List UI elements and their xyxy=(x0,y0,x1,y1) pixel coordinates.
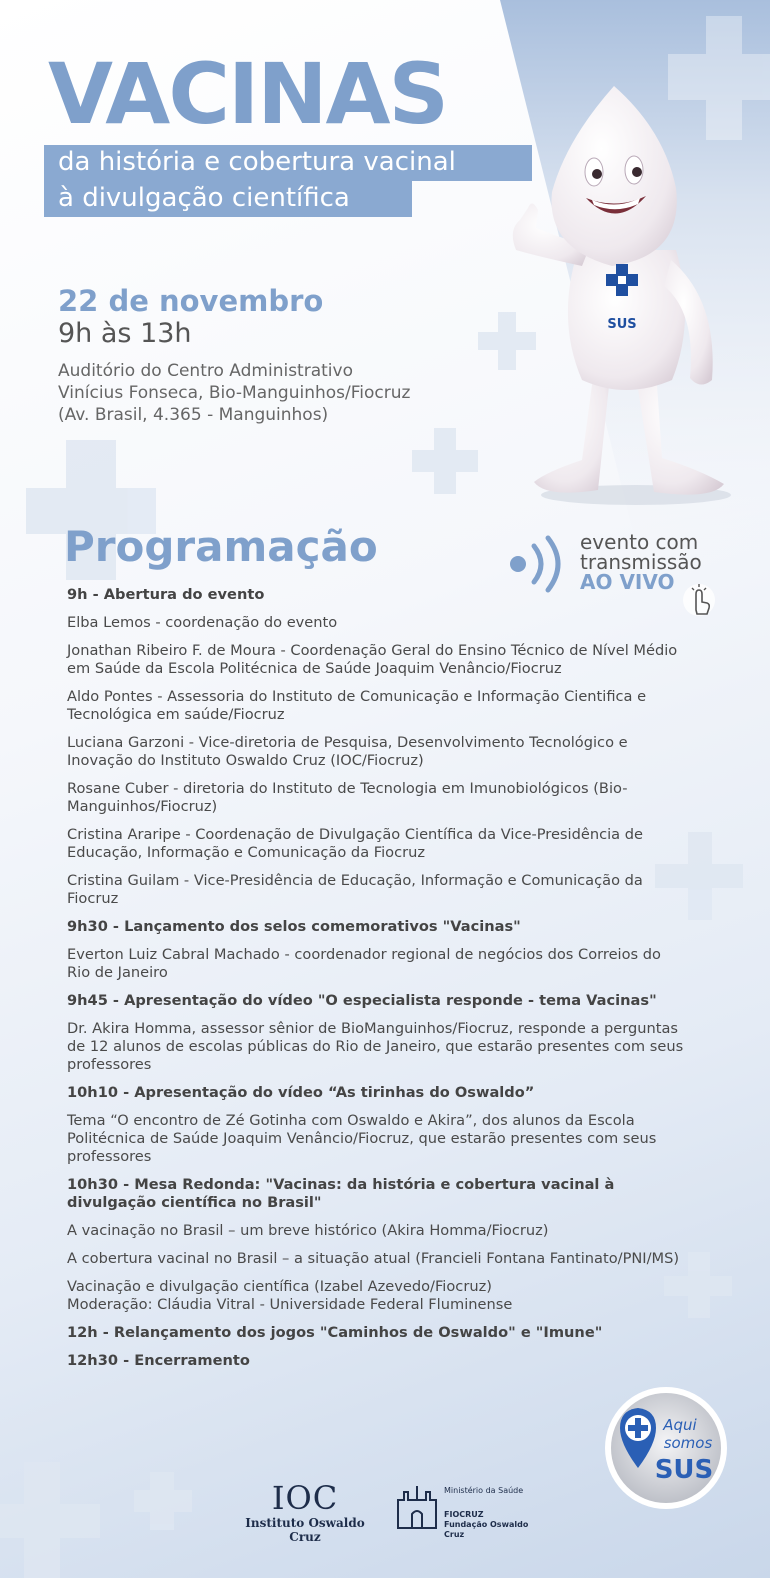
subtitle-line-2: à divulgação científica xyxy=(44,181,412,217)
program-entry: Rosane Cuber - diretoria do Instituto de Tecnologia em Imunobiológicos (Bio-Manguinhos/Fiocruz) xyxy=(67,780,628,815)
program-session-heading: 10h30 - Mesa Redonda: "Vacinas: da história e cobertura vacinal à divulgação científica no Brasil" xyxy=(67,1176,615,1211)
aqui-somos-sus-badge xyxy=(604,1386,728,1510)
event-venue xyxy=(58,360,410,426)
ioc-logo xyxy=(230,1480,380,1544)
program-session-heading: 9h - Abertura do evento xyxy=(67,586,265,603)
program-entry: Cristina Araripe - Coordenação de Divulgação Científica da Vice-Presidência de Educação, Informação e Comunicação da Fiocruz xyxy=(67,826,643,861)
fiocruz-text xyxy=(444,1510,546,1540)
program-entry: A cobertura vacinal no Brasil – a situação atual (Francieli Fontana Fantinato/PNI/MS) xyxy=(67,1250,680,1267)
program-entry: A vacinação no Brasil – um breve histórico (Akira Homma/Fiocruz) xyxy=(67,1222,549,1239)
program-title: Programação xyxy=(64,522,378,571)
venue-line: (Av. Brasil, 4.365 - Manguinhos) xyxy=(58,405,329,425)
live-line-highlight: AO VIVO xyxy=(580,570,675,594)
event-time: 9h às 13h xyxy=(58,318,192,349)
program-entry: Tema “O encontro de Zé Gotinha com Oswaldo e Akira”, dos alunos da Escola Politécnica de Saúde Joaquim Venâncio/Fiocruz, que estarão presentes com seus professores xyxy=(67,1112,657,1165)
program-session-heading: 9h30 - Lançamento dos selos comemorativos "Vacinas" xyxy=(67,918,521,935)
program-session-heading: 9h45 - Apresentação do vídeo "O especialista responde - tema Vacinas" xyxy=(67,992,657,1009)
fiocruz-name: Fundação Oswaldo Cruz xyxy=(444,1520,529,1539)
program-list xyxy=(67,586,687,1380)
program-entry: Jonathan Ribeiro F. de Moura - Coordenação Geral do Ensino Técnico de Nível Médio em Saúde da Escola Politécnica de Saúde Joaquim Venâncio/Fiocruz xyxy=(67,642,678,677)
event-date: 22 de novembro xyxy=(58,284,324,318)
broadcast-icon xyxy=(506,534,576,594)
fiocruz-castle-icon xyxy=(396,1482,438,1532)
program-session-heading: 10h10 - Apresentação do vídeo “As tirinhas do Oswaldo” xyxy=(67,1084,535,1101)
program-entry: Vacinação e divulgação científica (Izabel Azevedo/Fiocruz) xyxy=(67,1278,492,1295)
badge-line-1: Aqui xyxy=(663,1416,697,1434)
ioc-abbr: IOC xyxy=(271,1479,339,1517)
badge-line-2: somos xyxy=(663,1434,713,1452)
fiocruz-abbr: FIOCRUZ xyxy=(444,1510,484,1519)
live-line: evento com xyxy=(580,530,699,554)
ministry-text: Ministério da Saúde xyxy=(444,1486,524,1495)
mascot-sus-text: SUS xyxy=(607,317,637,332)
program-session-heading: 12h - Relançamento dos jogos "Caminhos de Oswaldo" e "Imune" xyxy=(67,1324,603,1341)
hand-pointer-icon xyxy=(682,580,716,620)
program-entry: Aldo Pontes - Assessoria do Instituto de Comunicação e Informação Cientifica e Tecnológica em saúde/Fiocruz xyxy=(67,688,647,723)
subtitle-line-1: da história e cobertura vacinal xyxy=(44,145,532,181)
program-entry: Cristina Guilam - Vice-Presidência de Educação, Informação e Comunicação da Fiocruz xyxy=(67,872,643,907)
program-entry: Elba Lemos - coordenação do evento xyxy=(67,614,338,631)
mascot-illustration xyxy=(486,80,746,510)
program-entry: Everton Luiz Cabral Machado - coordenador regional de negócios dos Correios do Rio de Janeiro xyxy=(67,946,661,981)
program-entry: Moderação: Cláudia Vitral - Universidade Federal Fluminense xyxy=(67,1296,513,1313)
program-session-heading: 12h30 - Encerramento xyxy=(67,1352,250,1369)
program-entry: Luciana Garzoni - Vice-diretoria de Pesquisa, Desenvolvimento Tecnológico e Inovação do Instituto Oswaldo Cruz (IOC/Fiocruz) xyxy=(67,734,628,769)
venue-line: Vinícius Fonseca, Bio-Manguinhos/Fiocruz xyxy=(58,383,411,403)
live-line: transmissão xyxy=(580,550,702,574)
program-entry: Dr. Akira Homma, assessor sênior de BioManguinhos/Fiocruz, responde a perguntas de 12 alunos de escolas públicas do Rio de Janeiro, que estarão presentes com seus professores xyxy=(67,1020,684,1073)
fiocruz-logo xyxy=(396,1480,546,1539)
venue-line: Auditório do Centro Administrativo xyxy=(58,361,353,381)
badge-line-3: SUS xyxy=(654,1455,714,1485)
ioc-name: Instituto Oswaldo Cruz xyxy=(245,1516,365,1544)
main-title: VACINAS xyxy=(48,45,448,143)
